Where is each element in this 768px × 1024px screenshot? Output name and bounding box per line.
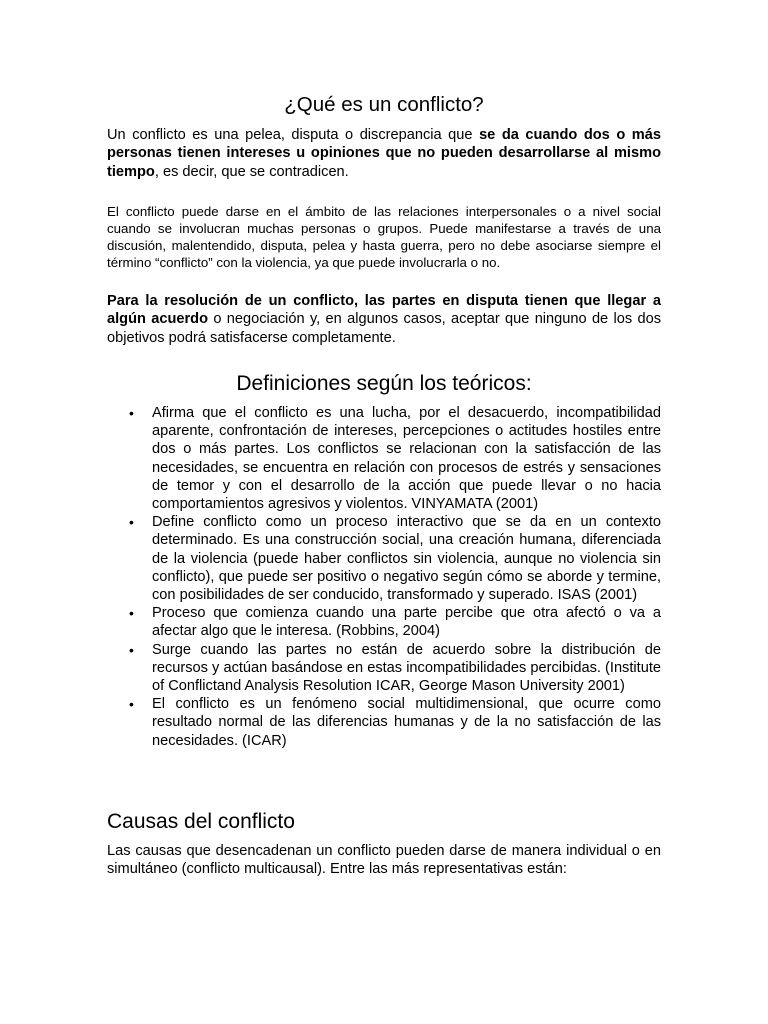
bullet-icon: •: [129, 605, 134, 622]
bullet-icon: •: [129, 405, 134, 421]
list-item-text: Afirma que el conflicto es una lucha, por el desacuerdo, incompatibilidad aparente, confrontación de intereses, percepciones o actitudes hostiles entre dos o más partes. Los conflictos se relacionan con la satisfacción de las necesidades, se encuentra en relación con procesos de estrés y sensaciones de temor y con el desarrollo de la acción que puede llevar o no hacia comportamientos agresivos y violentos. VINYAMATA (2001): [152, 405, 661, 513]
list-item-text: Proceso que comienza cuando una parte percibe que otra afectó o va a afectar algo que le interesa. (Robbins, 2004): [152, 605, 661, 640]
list-item-text: El conflicto es un fenómeno social multidimensional, que ocurre como resultado normal de las diferencias humanas y de la no satisfacción de las necesidades. (ICAR): [152, 696, 661, 749]
list-item: [107, 604, 661, 640]
bullet-icon: •: [129, 696, 134, 713]
list-item-text: Surge cuando las partes no están de acuerdo sobre la distribución de recursos y actúan basándose en estas incompatibilidades percibidas. (Institute of Conflictand Analysis Resolution ICAR, George Mason University 2001): [152, 641, 661, 695]
resolution-text-bold: Para la resolución de un conflicto, las partes en disputa tienen que llegar a algún acuerdo: [107, 293, 661, 328]
bullet-icon: •: [129, 514, 134, 531]
intro-text-start: Un conflicto es una pelea, disputa o discrepancia que: [107, 127, 480, 143]
page-title: ¿Qué es un conflicto?: [284, 93, 484, 116]
causes-paragraph: Las causas que desencadenan un conflicto pueden darse de manera individual o en simultáneo (conflicto multicausal). Entre las más representativas están:: [107, 843, 661, 878]
resolution-text-end: o negociación y, en algunos casos, aceptar que ninguno de los dos objetivos podrá satisfacerse completamente.: [107, 311, 661, 346]
list-item: [107, 404, 661, 513]
list-item: [107, 695, 661, 750]
resolution-paragraph: [107, 292, 661, 347]
bullet-icon: •: [129, 641, 134, 658]
list-item: [107, 641, 661, 696]
definitions-heading: Definiciones según los teóricos:: [236, 372, 532, 395]
context-paragraph: El conflicto puede darse en el ámbito de las relaciones interpersonales o a nivel social cuando se involucran muchas personas o grupos. Puede manifestarse a través de una discusión, malentendido, disputa, pelea y hasta guerra, pero no debe asociarse siempre el término “conflicto” con la violencia, ya que puede involucrarla o no.: [107, 204, 661, 270]
causes-heading: Causas del conflicto: [107, 810, 295, 833]
intro-text-end: , es decir, que se contradicen.: [154, 163, 349, 180]
definitions-list: [107, 404, 661, 750]
list-item: [107, 513, 661, 604]
intro-paragraph: [107, 126, 661, 181]
list-item-text: Define conflicto como un proceso interactivo que se da en un contexto determinado. Es una construcción social, una creación humana, diferenciada de la violencia (puede haber conflictos sin violencia, aunque no violencia sin conflicto), que puede ser positivo o negativo según cómo se aborde y termine, con posibilidades de ser conducido, transformado y superado. ISAS (2001): [152, 514, 661, 604]
intro-text-bold: se da cuando dos o más personas tienen intereses u opiniones que no pueden desarrollarse al mismo tiempo: [107, 127, 661, 180]
